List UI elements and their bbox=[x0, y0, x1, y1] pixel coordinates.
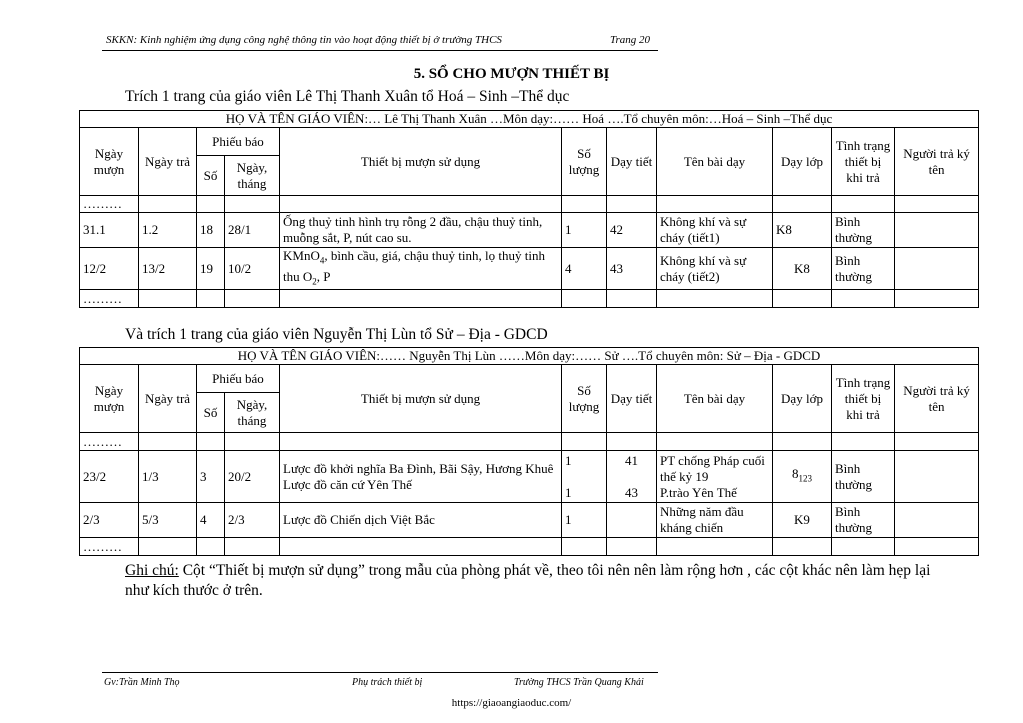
note-label: Ghi chú: bbox=[125, 562, 179, 579]
cell-day-lop: K8 bbox=[773, 213, 832, 248]
header-title: SKKN: Kinh nghiệm ứng dụng công nghệ thông tin vào hoạt động thiết bị ở trường THCS bbox=[106, 34, 502, 46]
cell-nguoi-tra bbox=[895, 248, 979, 290]
col-so: Số bbox=[197, 393, 225, 433]
cell-day-lop: K9 bbox=[773, 503, 832, 538]
cell-so-luong: 4 bbox=[562, 248, 607, 290]
cell-thiet-bi: Lược đồ khởi nghĩa Ba Đình, Bãi Sậy, Hương Khuê Lược đồ căn cứ Yên Thế bbox=[280, 451, 562, 503]
col-phieu-bao: Phiếu báo bbox=[197, 365, 280, 393]
cell-ten-bai: PT chống Pháp cuối thế kỷ 19 P.trào Yên Thế bbox=[657, 451, 773, 503]
table-row bbox=[80, 213, 979, 248]
col-ngay-tra: Ngày trả bbox=[139, 128, 197, 196]
footer-url[interactable]: https://giaoangiaoduc.com/ bbox=[451, 697, 572, 709]
cell-thiet-bi: Lược đồ Chiến dịch Việt Bắc bbox=[280, 503, 562, 538]
cell-tinh-trang: Bình thường bbox=[832, 451, 895, 503]
col-ngay-muon: Ngày mượn bbox=[80, 128, 139, 196]
col-tinh-trang: Tình trạng thiết bị khi trả bbox=[832, 365, 895, 433]
cell-ngay-thang: 2/3 bbox=[225, 503, 280, 538]
col-tinh-trang: Tình trạng thiết bị khi trả bbox=[832, 128, 895, 196]
col-day-lop: Dạy lớp bbox=[773, 365, 832, 433]
cell-ngay-tra: 5/3 bbox=[139, 503, 197, 538]
table-row bbox=[80, 451, 979, 503]
col-day-tiet: Dạy tiết bbox=[607, 128, 657, 196]
cell-ten-bai: Những năm đầu kháng chiến bbox=[657, 503, 773, 538]
col-so-luong: Số lượng bbox=[562, 365, 607, 433]
cell-nguoi-tra bbox=[895, 451, 979, 503]
cell-so: 18 bbox=[197, 213, 225, 248]
cell-ngay-tra: 1.2 bbox=[139, 213, 197, 248]
cell-so: 4 bbox=[197, 503, 225, 538]
cell-nguoi-tra bbox=[895, 503, 979, 538]
note-paragraph bbox=[125, 561, 945, 601]
cell-day-tiet: 41 43 bbox=[607, 451, 657, 503]
cell-day-lop: $8_{123}$ bbox=[773, 451, 832, 503]
col-ngay-thang: Ngày, tháng bbox=[225, 156, 280, 196]
cell-tinh-trang: Bình thường bbox=[832, 503, 895, 538]
col-ngay-thang: Ngày, tháng bbox=[225, 393, 280, 433]
table-row bbox=[80, 248, 979, 290]
cell-day-tiet: 42 bbox=[607, 213, 657, 248]
col-ten-bai: Tên bài dạy bbox=[657, 128, 773, 196]
col-thiet-bi: Thiết bị mượn sử dụng bbox=[280, 365, 562, 433]
cell-ten-bai: Không khí và sự cháy (tiết2) bbox=[657, 248, 773, 290]
teacher-heading: HỌ VÀ TÊN GIÁO VIÊN:…… Nguyễn Thị Lùn ……Môn dạy:…… Sử ….Tổ chuyên môn: Sử – Địa - GDCD bbox=[80, 348, 979, 365]
cell-so: 3 bbox=[197, 451, 225, 503]
cell-ngay-muon: 31.1 bbox=[80, 213, 139, 248]
cell-ngay-tra: 13/2 bbox=[139, 248, 197, 290]
col-ngay-tra: Ngày trả bbox=[139, 365, 197, 433]
cell-ngay-muon: 2/3 bbox=[80, 503, 139, 538]
cell-so: 19 bbox=[197, 248, 225, 290]
borrow-log-table-2 bbox=[79, 347, 979, 556]
section-title: 5. SỔ CHO MƯỢN THIẾT BỊ bbox=[413, 66, 610, 82]
col-day-lop: Dạy lớp bbox=[773, 128, 832, 196]
ellipsis: ……… bbox=[80, 290, 139, 308]
col-ngay-muon: Ngày mượn bbox=[80, 365, 139, 433]
col-thiet-bi: Thiết bị mượn sử dụng bbox=[280, 128, 562, 196]
cell-ngay-tra: 1/3 bbox=[139, 451, 197, 503]
teacher-heading: HỌ VÀ TÊN GIÁO VIÊN:… Lê Thị Thanh Xuân …Môn dạy:…… Hoá ….Tổ chuyên môn:…Hoá – Sinh –Thể dục bbox=[80, 111, 979, 128]
cell-ngay-muon: 23/2 bbox=[80, 451, 139, 503]
table-row bbox=[80, 503, 979, 538]
cell-ngay-thang: 28/1 bbox=[225, 213, 280, 248]
page-header bbox=[102, 34, 658, 51]
cell-thiet-bi: Ống thuỷ tinh hình trụ rỗng 2 đầu, chậu thuỷ tinh, muỗng sắt, P, nút cao su. bbox=[280, 213, 562, 248]
cell-tinh-trang: Bình thường bbox=[832, 248, 895, 290]
table-row bbox=[80, 433, 979, 451]
footer-role: Phụ trách thiết bị bbox=[352, 677, 423, 688]
cell-so-luong: 1 bbox=[562, 503, 607, 538]
cell-ngay-muon: 12/2 bbox=[80, 248, 139, 290]
cell-so-luong: 1 bbox=[562, 213, 607, 248]
intro-table2: Và trích 1 trang của giáo viên Nguyễn Thị Lùn tổ Sử – Địa - GDCD bbox=[125, 326, 548, 343]
cell-thiet-bi: KMnO$_4$, bình cầu, giá, chậu thuỷ tinh, lọ thuỷ tinh thu $O_2$, P bbox=[280, 248, 562, 290]
footer-divider bbox=[102, 672, 658, 673]
cell-day-tiet: 43 bbox=[607, 248, 657, 290]
table-row bbox=[80, 538, 979, 556]
cell-day-tiet bbox=[607, 503, 657, 538]
cell-nguoi-tra bbox=[895, 213, 979, 248]
cell-so-luong: 1 1 bbox=[562, 451, 607, 503]
col-so-luong: Số lượng bbox=[562, 128, 607, 196]
cell-day-lop: K8 bbox=[773, 248, 832, 290]
table-row bbox=[80, 196, 979, 213]
borrow-log-table-1 bbox=[79, 110, 979, 308]
cell-ten-bai: Không khí và sự cháy (tiết1) bbox=[657, 213, 773, 248]
col-day-tiet: Dạy tiết bbox=[607, 365, 657, 433]
footer-school: Trường THCS Trần Quang Khải bbox=[514, 677, 644, 688]
page-number: Trang 20 bbox=[610, 34, 651, 46]
col-nguoi-tra: Người trả ký tên bbox=[895, 128, 979, 196]
ellipsis: ……… bbox=[80, 433, 139, 451]
col-so: Số bbox=[197, 156, 225, 196]
ellipsis: ……… bbox=[80, 196, 139, 213]
intro-table1: Trích 1 trang của giáo viên Lê Thị Thanh Xuân tổ Hoá – Sinh –Thể dục bbox=[125, 88, 570, 105]
col-phieu-bao: Phiếu báo bbox=[197, 128, 280, 156]
cell-ngay-thang: 10/2 bbox=[225, 248, 280, 290]
table-row bbox=[80, 290, 979, 308]
footer-author: Gv:Trần Minh Thọ bbox=[104, 677, 180, 688]
ellipsis: ……… bbox=[80, 538, 139, 556]
note-text: Cột “Thiết bị mượn sử dụng” trong mẫu của phòng phát về, theo tôi nên nên làm rộng hơn , các cột khác nên làm hẹp lại như kích thước ở trên. bbox=[125, 562, 931, 599]
col-ten-bai: Tên bài dạy bbox=[657, 365, 773, 433]
col-nguoi-tra: Người trả ký tên bbox=[895, 365, 979, 433]
cell-ngay-thang: 20/2 bbox=[225, 451, 280, 503]
cell-tinh-trang: Bình thường bbox=[832, 213, 895, 248]
